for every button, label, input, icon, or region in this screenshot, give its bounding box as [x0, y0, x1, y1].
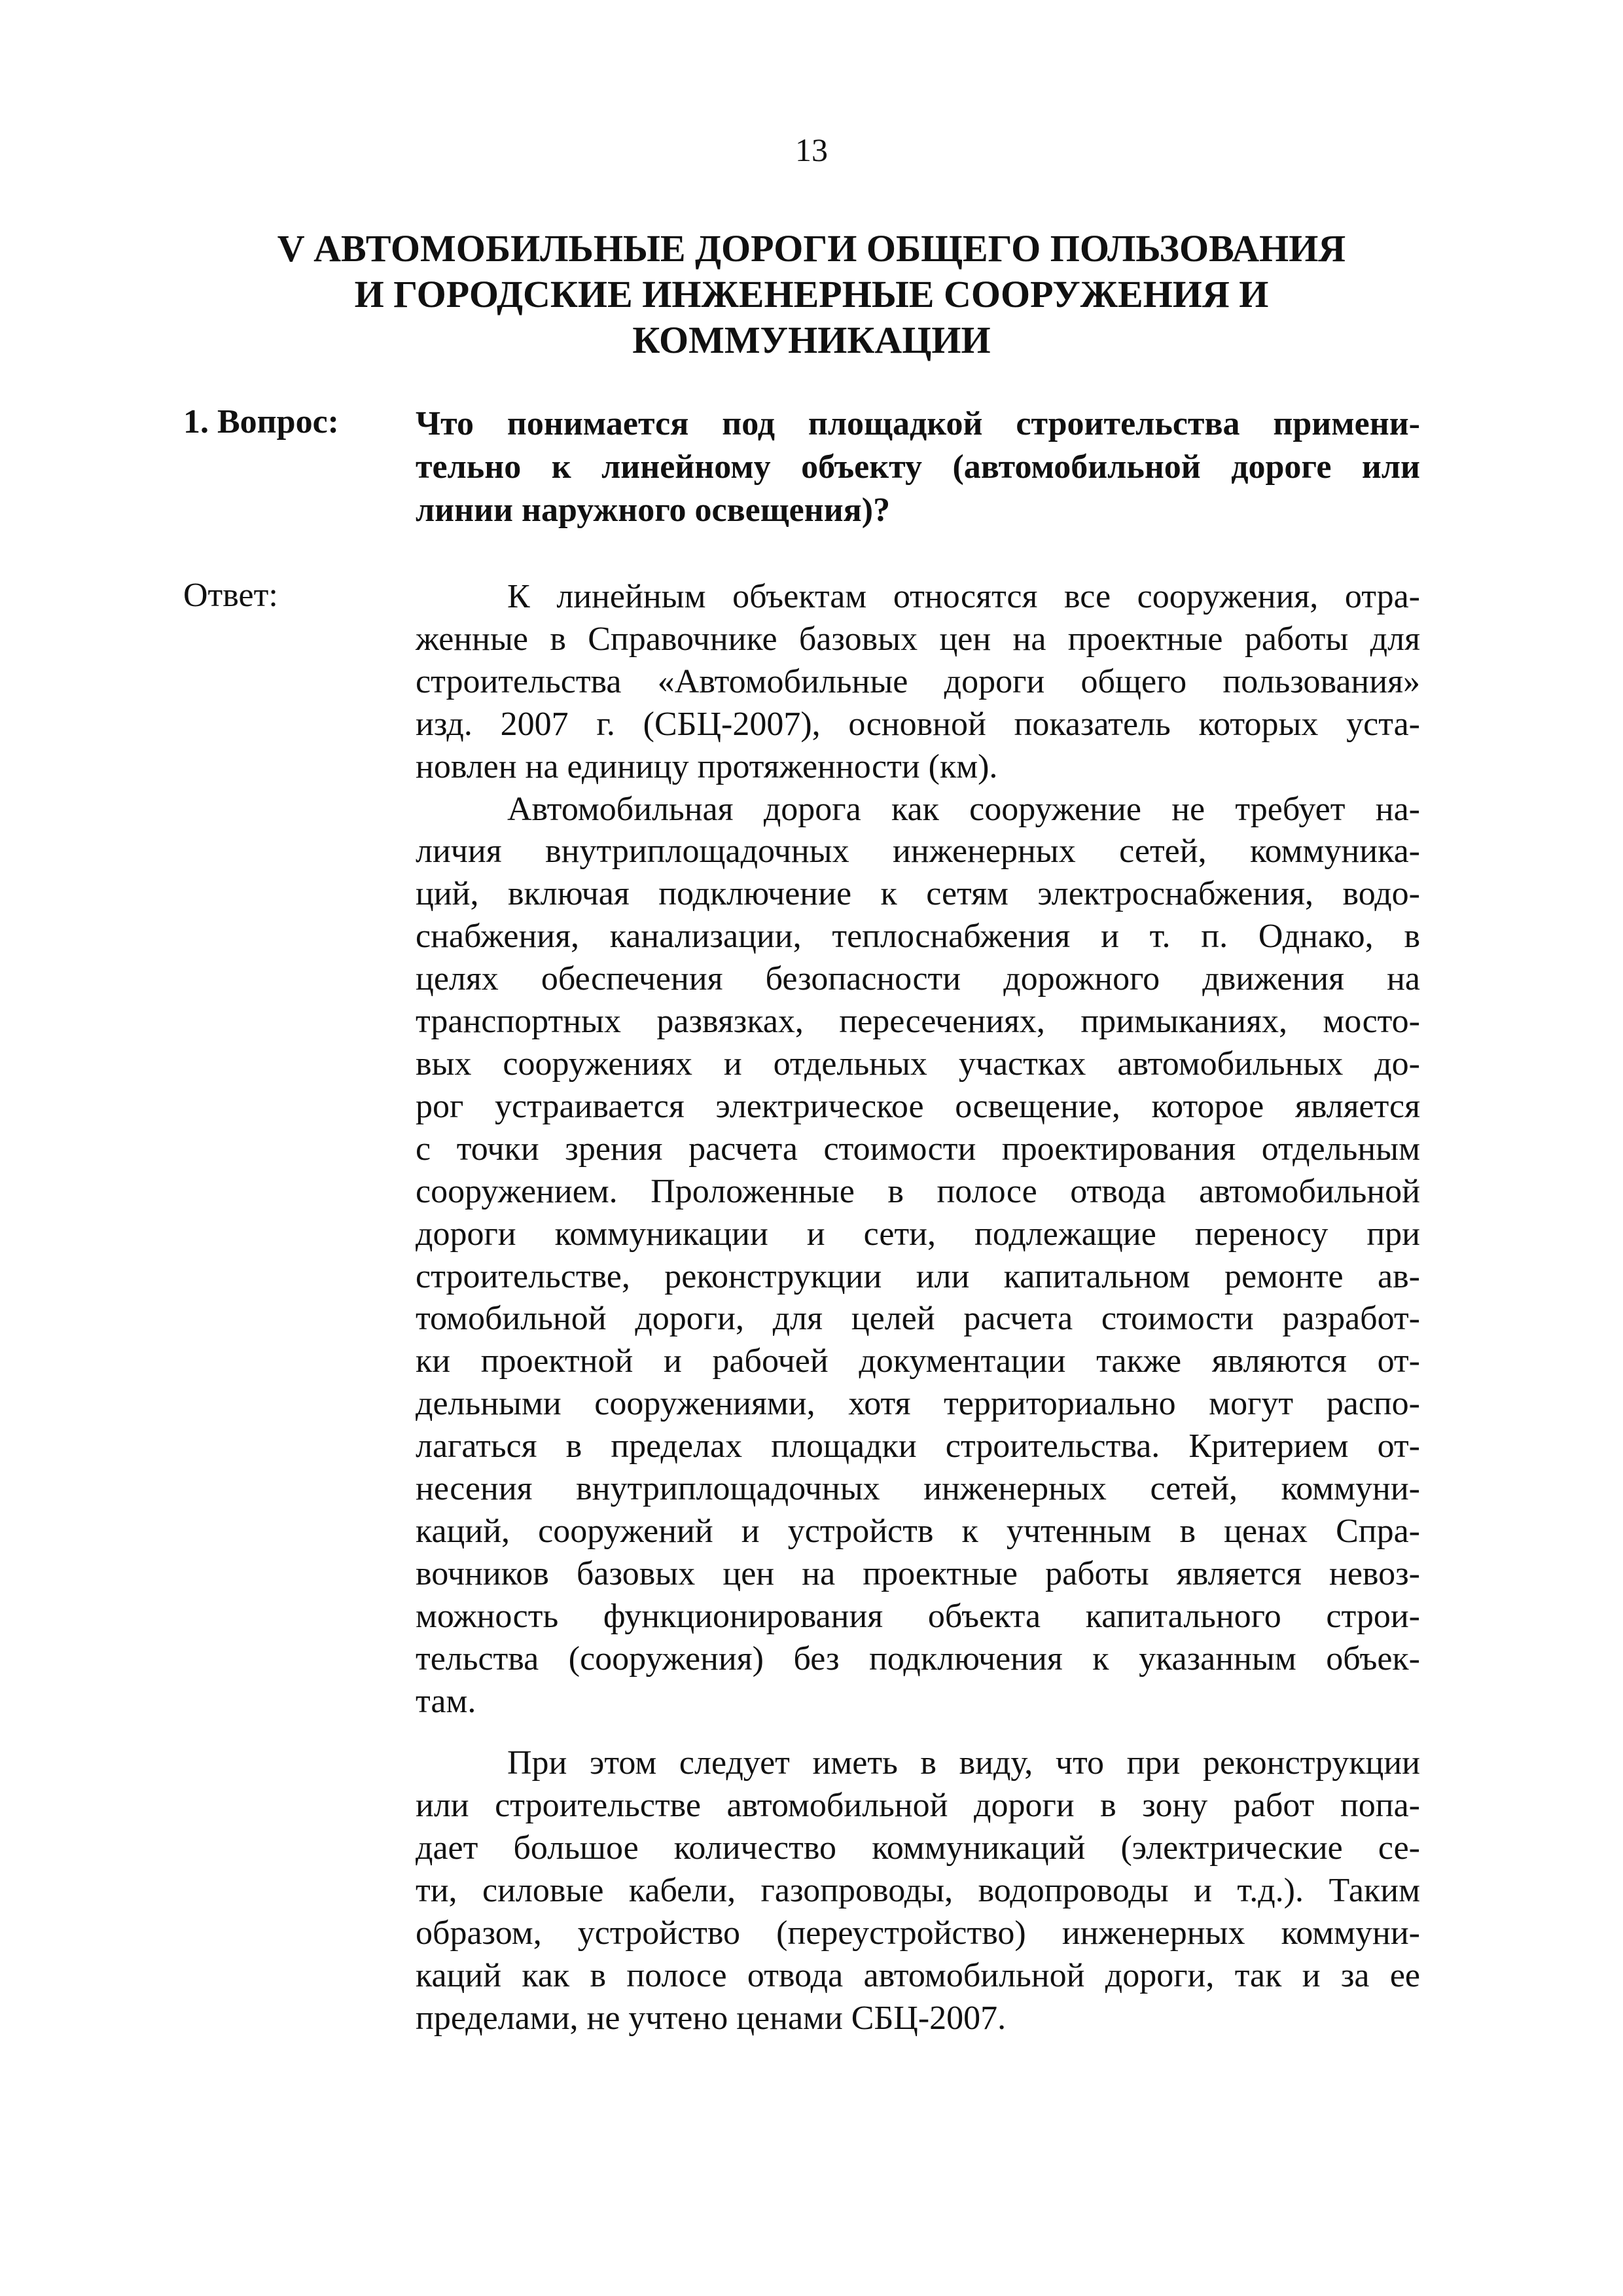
answer-line: лагаться в пределах площадки строительства. Критерием от-: [416, 1427, 1420, 1465]
answer-line: Автомобильная дорога как сооружение не требует на-: [507, 790, 1420, 828]
answer-line: К линейным объектам относятся все сооружения, отра-: [507, 578, 1420, 615]
answer-line: пределами, не учтено ценами СБЦ-2007.: [416, 1999, 1007, 2037]
question-line: тельно к линейному объекту (автомобильной дороге или: [416, 448, 1420, 486]
question-line: линии наружного освещения)?: [416, 492, 891, 529]
answer-line: дельными сооружениями, хотя территориально могут распо-: [416, 1385, 1420, 1423]
section-heading-line: КОММУНИКАЦИИ: [632, 319, 991, 361]
answer-line: тельства (сооружения) без подключения к указанным объек-: [416, 1640, 1420, 1677]
answer-line: снабжения, канализации, теплоснабжения и т. п. Однако, в: [416, 918, 1420, 956]
answer-line: ки проектной и рабочей документации также являются от-: [416, 1342, 1420, 1380]
answer-line: вых сооружениях и отдельных участках автомобильных до-: [416, 1045, 1420, 1083]
question-line: Что понимается под площадкой строительства примени-: [416, 405, 1420, 442]
question-label: 1. Вопрос:: [183, 403, 339, 440]
answer-line: несения внутриплощадочных инженерных сетей, коммуни-: [416, 1470, 1420, 1508]
answer-text: [416, 576, 1420, 2040]
answer-line: дороги коммуникации и сети, подлежащие переносу при: [416, 1215, 1420, 1253]
section-heading: [196, 226, 1427, 363]
answer-paragraph: [416, 789, 1420, 1723]
answer-line: новлен на единицу протяженности (км).: [416, 747, 998, 785]
section-heading-line: V АВТОМОБИЛЬНЫЕ ДОРОГИ ОБЩЕГО ПОЛЬЗОВАНИЯ: [277, 227, 1346, 270]
answer-line: При этом следует иметь в виду, что при реконструкции: [507, 1744, 1420, 1782]
answer-line: личия внутриплощадочных инженерных сетей, коммуника-: [416, 833, 1420, 870]
answer-line: ций, включая подключение к сетям электроснабжения, водо-: [416, 875, 1420, 913]
answer-line: или строительстве автомобильной дороги в зону работ попа-: [416, 1787, 1420, 1825]
answer-line: дает большое количество коммуникаций (электрические се-: [416, 1829, 1420, 1867]
answer-paragraph: [416, 576, 1420, 789]
section-heading-line: И ГОРОДСКИЕ ИНЖЕНЕРНЫЕ СООРУЖЕНИЯ И: [354, 273, 1269, 315]
answer-line: каций как в полосе отвода автомобильной дороги, так и за ее: [416, 1957, 1420, 1994]
answer-line: рог устраивается электрическое освещение, которое является: [416, 1087, 1420, 1125]
answer-line: с точки зрения расчета стоимости проектирования отдельным: [416, 1130, 1420, 1168]
answer-line: можность функционирования объекта капитального строи-: [416, 1597, 1420, 1635]
answer-line: целях обеспечения безопасности дорожного движения на: [416, 960, 1420, 998]
answer-line: транспортных развязках, пересечениях, примыканиях, мосто-: [416, 1003, 1420, 1041]
answer-line: каций, сооружений и устройств к учтенным в ценах Спра-: [416, 1512, 1420, 1550]
question-text: [416, 403, 1420, 532]
answer-line: сооружением. Проложенные в полосе отвода автомобильной: [416, 1172, 1420, 1210]
answer-line: образом, устройство (переустройство) инженерных коммуни-: [416, 1914, 1420, 1952]
answer-label: Ответ:: [183, 577, 278, 614]
answer-line: женные в Справочнике базовых цен на проектные работы для: [416, 620, 1420, 658]
answer-line: изд. 2007 г. (СБЦ-2007), основной показатель которых уста-: [416, 705, 1420, 743]
answer-line: вочников базовых цен на проектные работы является невоз-: [416, 1554, 1420, 1592]
answer-line: там.: [416, 1682, 476, 1720]
answer-line: строительства «Автомобильные дороги общего пользования»: [416, 662, 1420, 700]
answer-line: ти, силовые кабели, газопроводы, водопроводы и т.д.). Таким: [416, 1872, 1420, 1910]
page-number: 13: [795, 132, 828, 168]
answer-paragraph: [416, 1742, 1420, 2039]
answer-line: томобильной дороги, для целей расчета стоимости разработ-: [416, 1300, 1420, 1338]
answer-line: строительстве, реконструкции или капитальном ремонте ав-: [416, 1257, 1420, 1295]
